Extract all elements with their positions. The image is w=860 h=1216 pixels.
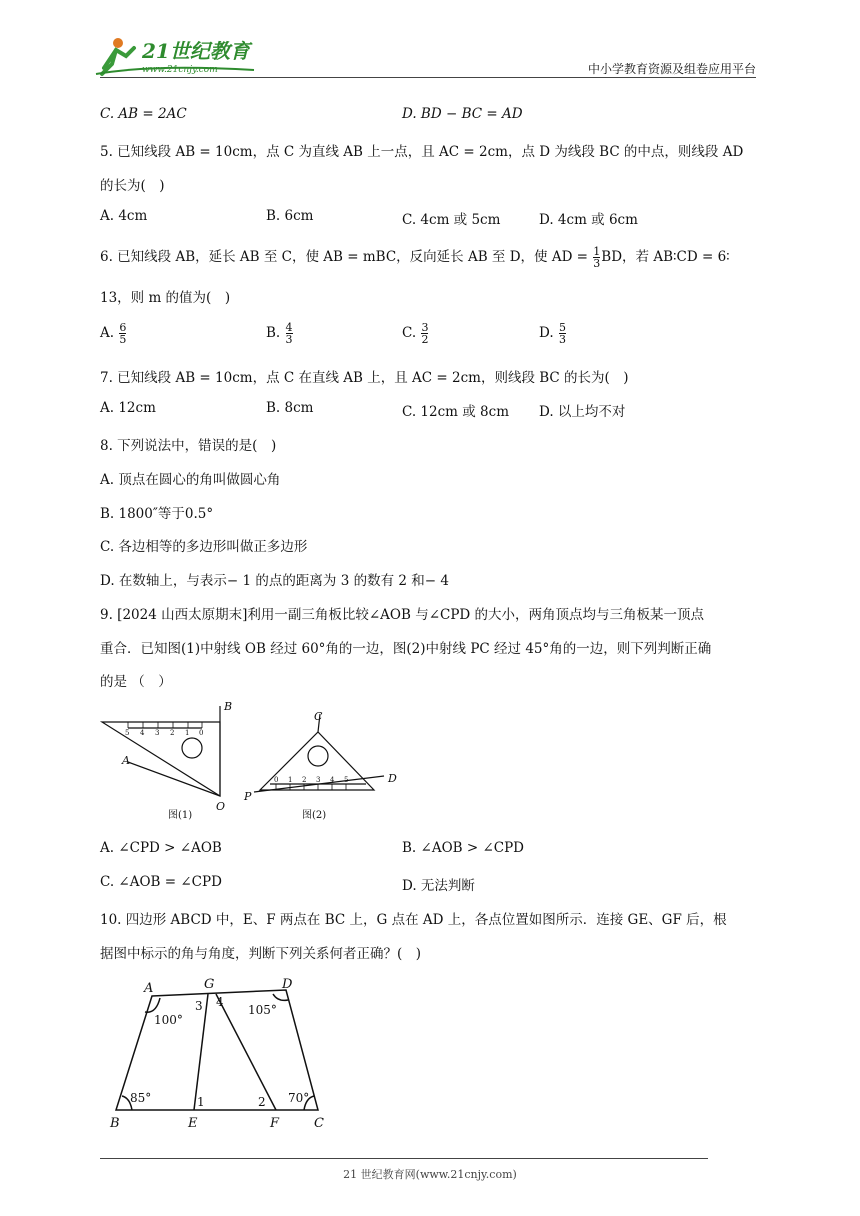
platform-name: 中小学教育资源及组卷应用平台 bbox=[587, 62, 756, 76]
q6-option-c bbox=[402, 322, 429, 345]
angle-label-3: 3 bbox=[195, 999, 203, 1013]
q9-option-c: C. ∠AOB = ∠CPD bbox=[100, 874, 222, 890]
label-g: G bbox=[204, 977, 215, 992]
ruler-tick-label: 3 bbox=[155, 729, 160, 737]
footer-rule bbox=[100, 1158, 708, 1159]
option-label: C. bbox=[402, 325, 417, 341]
q9-stem-line3: 的是 （ ） bbox=[100, 674, 172, 690]
q4-option-c: C. AB = 2AC bbox=[100, 106, 187, 122]
q5-option-a: A. 4cm bbox=[100, 208, 148, 224]
site-logo bbox=[94, 34, 264, 78]
ruler-tick-label: 3 bbox=[316, 776, 321, 784]
q7-option-a: A. 12cm bbox=[100, 400, 156, 416]
frac-num: 5 bbox=[558, 321, 566, 334]
q8-option-c: C. 各边相等的多边形叫做正多边形 bbox=[100, 539, 308, 555]
label-o: O bbox=[216, 800, 226, 813]
q7-option-b: B. 8cm bbox=[266, 400, 314, 416]
q6-stem-line1 bbox=[100, 245, 730, 269]
angle-value-b: 85° bbox=[130, 1091, 152, 1105]
ruler-tick-label: 4 bbox=[140, 729, 145, 737]
angle-label-2: 2 bbox=[258, 1095, 266, 1109]
fig2-caption: 图(2) bbox=[302, 810, 327, 821]
q7-option-c: C. 12cm 或 8cm bbox=[402, 404, 510, 420]
q6-stem-part2: BD，若 AB∶CD = 6∶ bbox=[601, 249, 730, 265]
label-a: A bbox=[122, 754, 130, 767]
q10-stem-line2: 据图中标示的角与角度，判断下列关系何者正确？( ) bbox=[100, 946, 422, 962]
ruler-tick-label: 5 bbox=[344, 776, 349, 784]
frac-num: 3 bbox=[421, 321, 429, 334]
ruler-tick-label: 2 bbox=[302, 776, 307, 784]
q6-fraction bbox=[593, 246, 600, 269]
set-square-hole bbox=[182, 738, 202, 758]
ruler-tick-label: 1 bbox=[185, 729, 190, 737]
frac-num: 6 bbox=[119, 321, 127, 334]
q9-option-b: B. ∠AOB > ∠CPD bbox=[402, 840, 524, 856]
q5-option-b: B. 6cm bbox=[266, 208, 314, 224]
frac-num: 1 bbox=[593, 245, 601, 258]
ruler-tick-label: 2 bbox=[170, 729, 175, 737]
q9-figure-2 bbox=[240, 706, 400, 826]
q9-option-d: D. 无法判断 bbox=[402, 878, 475, 894]
q10-stem-line1: 10. 四边形 ABCD 中，E、F 两点在 BC 上，G 点在 AD 上，各点位置如图所示．连接 GE、GF 后，根 bbox=[100, 912, 727, 928]
q9-option-a: A. ∠CPD > ∠AOB bbox=[100, 840, 222, 856]
label-c: C bbox=[314, 710, 323, 723]
q5-option-d: D. 4cm 或 6cm bbox=[539, 212, 638, 228]
q5-stem-line2: 的长为( ) bbox=[100, 178, 165, 194]
fig1-caption: 图(1) bbox=[168, 810, 193, 821]
frac-den: 5 bbox=[119, 333, 127, 346]
q8-stem: 8. 下列说法中，错误的是( ) bbox=[100, 438, 277, 454]
q8-option-a: A. 顶点在圆心的角叫做圆心角 bbox=[100, 472, 281, 488]
q6-option-b bbox=[266, 322, 294, 345]
logo-text: 21世纪教育 bbox=[142, 39, 250, 63]
q7-stem: 7. 已知线段 AB = 10cm，点 C 在直线 AB 上，且 AC = 2cm，则线段 BC 的长为( ) bbox=[100, 370, 629, 386]
angle-label-1: 1 bbox=[197, 1095, 205, 1109]
q7-option-d: D. 以上均不对 bbox=[539, 404, 626, 420]
ruler-tick-label: 5 bbox=[125, 729, 130, 737]
set-square-hole bbox=[308, 746, 328, 766]
q4-option-d: D. BD − BC = AD bbox=[402, 106, 523, 122]
option-label: B. bbox=[266, 325, 281, 341]
label-d: D bbox=[388, 772, 397, 785]
label-c: C bbox=[314, 1116, 324, 1131]
q8-option-d: D. 在数轴上，与表示− 1 的点的距离为 3 的数有 2 和− 4 bbox=[100, 573, 449, 589]
ruler-tick-label: 1 bbox=[288, 776, 293, 784]
label-b: B bbox=[110, 1116, 120, 1131]
q6-stem-part1: 6. 已知线段 AB，延长 AB 至 C，使 AB = mBC，反向延长 AB 至 D，使 AD = bbox=[100, 249, 588, 265]
q5-stem-line1: 5. 已知线段 AB = 10cm，点 C 为直线 AB 上一点，且 AC = 2cm，点 D 为线段 BC 的中点，则线段 AD bbox=[100, 144, 744, 160]
label-a: A bbox=[144, 981, 154, 996]
q6-option-d bbox=[539, 322, 567, 345]
runner-logo-icon bbox=[94, 34, 264, 78]
angle-label-4: 4 bbox=[216, 995, 224, 1009]
header-rule bbox=[100, 77, 756, 78]
frac-den: 3 bbox=[593, 257, 601, 270]
q5-option-c: C. 4cm 或 5cm bbox=[402, 212, 501, 228]
q9-stem-line2: 重合．已知图(1)中射线 OB 经过 60°角的一边，图(2)中射线 PC 经过 45°角的一边，则下列判断正确 bbox=[100, 641, 712, 657]
footer-text: 21 世纪教育网(www.21cnjy.com) bbox=[343, 1168, 517, 1181]
q10-quadrilateral-figure bbox=[100, 972, 340, 1134]
angle-arc-d bbox=[273, 994, 288, 1000]
option-label: A. bbox=[100, 325, 115, 341]
frac-den: 3 bbox=[558, 333, 566, 346]
q8-option-b: B. 1800″等于0.5° bbox=[100, 506, 214, 522]
q6-option-a bbox=[100, 322, 127, 345]
label-f: F bbox=[270, 1116, 280, 1131]
frac-den: 3 bbox=[285, 333, 293, 346]
label-e: E bbox=[188, 1116, 198, 1131]
ruler-tick-label: 0 bbox=[199, 729, 204, 737]
frac-num: 4 bbox=[285, 321, 293, 334]
angle-value-a: 100° bbox=[154, 1013, 183, 1027]
label-b: B bbox=[224, 700, 233, 713]
logo-url: www.21cnjy.com bbox=[142, 65, 218, 75]
ruler-tick-label: 0 bbox=[274, 776, 279, 784]
label-p: P bbox=[244, 790, 252, 803]
q9-stem-line1: 9. [2024 山西太原期末]利用一副三角板比较∠AOB 与∠CPD 的大小，两角顶点均与三角板某一顶点 bbox=[100, 607, 705, 623]
frac-den: 2 bbox=[421, 333, 429, 346]
angle-value-d: 105° bbox=[248, 1003, 277, 1017]
ruler-tick-label: 4 bbox=[330, 776, 335, 784]
angle-value-c: 70° bbox=[288, 1091, 310, 1105]
q6-stem-line2: 13，则 m 的值为( ) bbox=[100, 290, 231, 306]
q9-figure-1 bbox=[98, 696, 240, 826]
label-d: D bbox=[282, 977, 293, 992]
option-label: D. bbox=[539, 325, 554, 341]
